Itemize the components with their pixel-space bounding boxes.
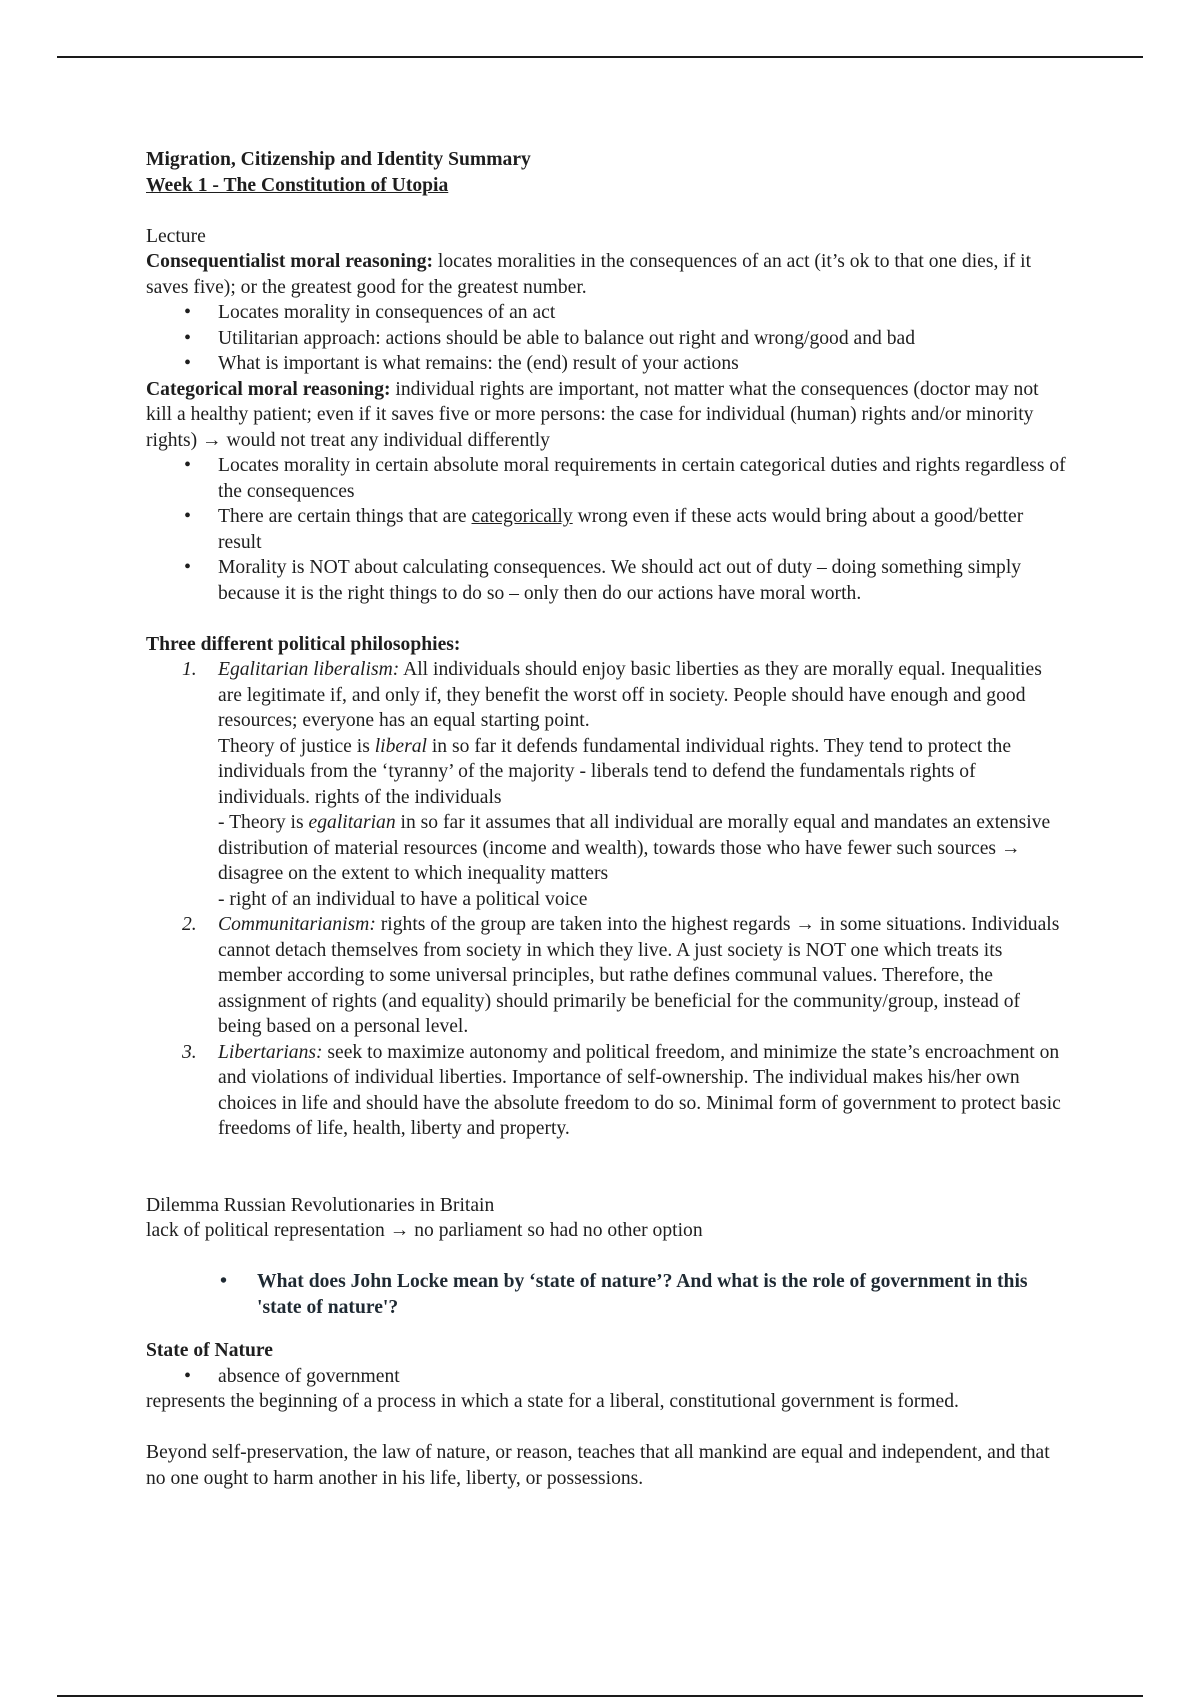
philosophy-name: Communitarianism: <box>218 914 376 935</box>
philosophies-list <box>146 657 1066 1142</box>
categorical-list <box>146 453 1066 606</box>
egalitarian-p3 <box>218 810 1066 887</box>
philosophy-text: in so far it assumes that all individual are morally equal and mandates an extensive distribution of material resources (income and wealth), towards those who have fewer such sources → disagree on the extent to which inequality matters <box>218 812 1051 884</box>
law-of-nature-paragraph: Beyond self-preservation, the law of nature, or reason, teaches that all mankind are equal and independent, and that no one ought to harm another in his life, liberty, or possessions. <box>146 1442 1050 1489</box>
list-item <box>146 504 1066 555</box>
state-of-nature-text: represents the beginning of a process in which a state for a liberal, constitutional government is formed. <box>146 1391 959 1412</box>
list-marker: 2. <box>182 914 197 935</box>
philosophy-name: Libertarians: <box>218 1041 323 1063</box>
philosophies-heading: Three different political philosophies: <box>146 633 461 655</box>
egalitarian-p2 <box>218 734 1066 811</box>
week-title: Week 1 - The Constitution of Utopia <box>146 174 449 196</box>
egalitarian-p1 <box>218 657 1066 734</box>
list-marker: 1. <box>182 659 197 680</box>
categorical-paragraph <box>146 377 1066 454</box>
list-item-libertarians <box>146 1040 1066 1142</box>
document-title: Migration, Citizenship and Identity Summary <box>146 149 531 170</box>
philosophy-text: All individuals should enjoy basic liberties as they are morally equal. Inequalities are legitimate if, and only if, they benefit the worst off in society. People should have enough and good resources; everyone has an equal starting point. <box>218 659 1042 731</box>
egalitarian-p4: - right of an individual to have a political voice <box>218 888 588 910</box>
list-item-egalitarian <box>146 657 1066 912</box>
document-page <box>146 147 1066 1491</box>
top-rule <box>57 56 1143 58</box>
libertarians-text <box>218 1040 1066 1142</box>
list-item: • What is important is what remains: the (end) result of your actions <box>146 351 1066 377</box>
philosophy-text: rights of the group are taken into the highest regards → in some situations. Individuals cannot detach themselves from society in which they live. A just society is NOT one which treats its member according to some universal principles, but rathe defines communal values. Therefore, the assignment of rights (and equality) should primarily be beneficial for the community/group, instead of being based on a personal level. <box>218 914 1060 1037</box>
consequentialist-text: locates moralities in the consequences of an act (it’s ok to that one dies, if it saves five); or the greatest good for the greatest number. <box>146 251 1032 298</box>
emphasis: egalitarian <box>308 812 396 833</box>
bullet-text: wrong even if these acts would bring about a good/better result <box>218 506 1024 553</box>
philosophy-name: Egalitarian liberalism: <box>218 659 400 680</box>
philosophy-text: in so far it defends fundamental individual rights. They tend to protect the individuals from the ‘tyranny’ of the majority - liberals tend to defend the fundamentals rights of individuals. rights of the individuals <box>218 735 1012 808</box>
question-list <box>146 1269 1066 1320</box>
list-item: • Locates morality in consequences of an act <box>146 300 1066 326</box>
list-item: • Morality is NOT about calculating consequences. We should act out of duty – doing something simply because it is the right things to do so – only then do our actions have moral worth. <box>146 555 1066 606</box>
state-of-nature-heading: State of Nature <box>146 1340 273 1361</box>
bullet-text: There are certain things that are <box>218 506 472 527</box>
list-item-communitarianism <box>146 912 1066 1040</box>
consequentialist-paragraph <box>146 249 1066 300</box>
list-item: • absence of government <box>146 1364 1066 1390</box>
list-item: • Locates morality in certain absolute moral requirements in certain categorical duties and rights regardless of the consequences <box>146 453 1066 504</box>
dilemma-title: Dilemma Russian Revolutionaries in Britain <box>146 1194 495 1216</box>
consequentialist-list <box>146 300 1066 377</box>
philosophy-text: seek to maximize autonomy and political freedom, and minimize the state’s encroachment on and violations of individual liberties. Importance of self-ownership. The individual makes his/her own choices in life and should have the absolute freedom to do so. Minimal form of government to protect basic freedoms of life, health, liberty and property. <box>218 1041 1061 1139</box>
emphasis: liberal <box>374 735 427 757</box>
categorical-text: individual rights are important, not matter what the consequences (doctor may not kill a healthy patient; even if it saves five or more persons: the case for individual (human) rights and/or minority rights) → would not treat any individual differently <box>146 378 1039 451</box>
dilemma-text: lack of political representation → no parliament so had no other option <box>146 1220 703 1241</box>
list-item: • Utilitarian approach: actions should be able to balance out right and wrong/good and bad <box>146 326 1066 352</box>
philosophy-text: Theory of justice is <box>218 735 375 757</box>
consequentialist-term: Consequentialist moral reasoning: <box>146 251 434 272</box>
communitarianism-text <box>218 912 1066 1040</box>
list-marker: 3. <box>182 1041 197 1063</box>
lecture-heading: Lecture <box>146 225 206 247</box>
philosophy-text: - Theory is <box>218 812 309 833</box>
question-item: • What does John Locke mean by ‘state of nature’? And what is the role of government in this 'state of nature'? <box>146 1269 1066 1320</box>
underlined-word: categorically <box>471 506 573 527</box>
bottom-rule <box>57 1695 1143 1697</box>
state-of-nature-list <box>146 1364 1066 1390</box>
categorical-term: Categorical moral reasoning: <box>146 378 391 400</box>
